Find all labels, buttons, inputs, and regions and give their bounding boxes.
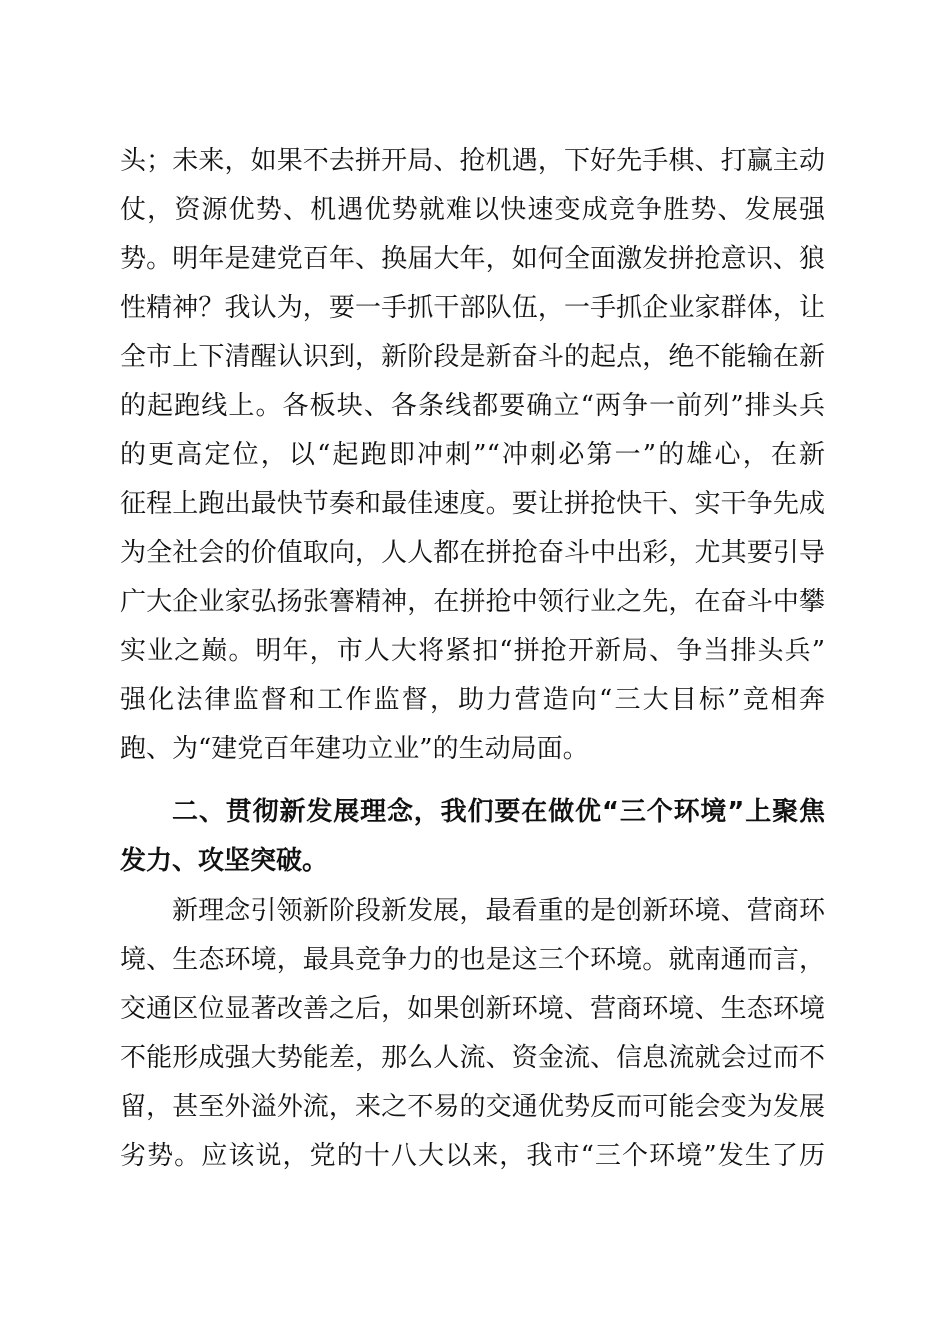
text-line: 不能形成强大势能差，那么人流、资金流、信息流就会过而不 xyxy=(120,1043,825,1073)
text-line: 强化法律监督和工作监督，助力营造向“三大目标”竞相奔 xyxy=(120,685,825,715)
text-line: 留，甚至外溢外流，来之不易的交通优势反而可能会变为发展 xyxy=(120,1092,825,1122)
text-line: 的更高定位，以“起跑即冲刺”“冲刺必第一”的雄心，在新 xyxy=(120,440,825,470)
text-line: 征程上跑出最快节奏和最佳速度。要让拼抢快干、实干争先成 xyxy=(120,489,825,519)
text-line: 头；未来，如果不去拼开局、抢机遇，下好先手棋、打赢主动 xyxy=(120,146,825,176)
heading-line: 二、贯彻新发展理念，我们要在做优“三个环境”上聚焦 xyxy=(172,797,825,827)
text-line: 的起跑线上。各板块、各条线都要确立“两争一前列”排头兵 xyxy=(120,391,825,421)
text-line: 广大企业家弘扬张謇精神，在拼抢中领行业之先，在奋斗中攀 xyxy=(120,587,825,617)
heading-line: 发力、攻坚突破。 xyxy=(120,846,329,876)
text-line: 势。明年是建党百年、换届大年，如何全面激发拼抢意识、狼 xyxy=(120,244,825,274)
text-line: 全市上下清醒认识到，新阶段是新奋斗的起点，绝不能输在新 xyxy=(120,342,825,372)
text-line: 为全社会的价值取向，人人都在拼抢奋斗中出彩，尤其要引导 xyxy=(120,538,825,568)
body-paragraph xyxy=(120,887,825,1181)
text-line: 性精神？我认为，要一手抓干部队伍，一手抓企业家群体，让 xyxy=(120,293,825,323)
text-line: 境、生态环境，最具竞争力的也是这三个环境。就南通而言， xyxy=(120,945,825,975)
text-line: 新理念引领新阶段新发展，最看重的是创新环境、营商环 xyxy=(172,896,825,926)
text-line: 劣势。应该说，党的十八大以来，我市“三个环境”发生了历 xyxy=(120,1141,825,1171)
text-line: 实业之巅。明年，市人大将紧扣“拼抢开新局、争当排头兵” xyxy=(120,636,825,666)
text-line: 仗，资源优势、机遇优势就难以快速变成竞争胜势、发展强 xyxy=(120,195,825,225)
section-heading xyxy=(120,788,825,886)
text-line: 交通区位显著改善之后，如果创新环境、营商环境、生态环境 xyxy=(120,994,825,1024)
body-paragraph-continued xyxy=(120,137,825,774)
text-line: 跑、为“建党百年建功立业”的生动局面。 xyxy=(120,734,589,764)
